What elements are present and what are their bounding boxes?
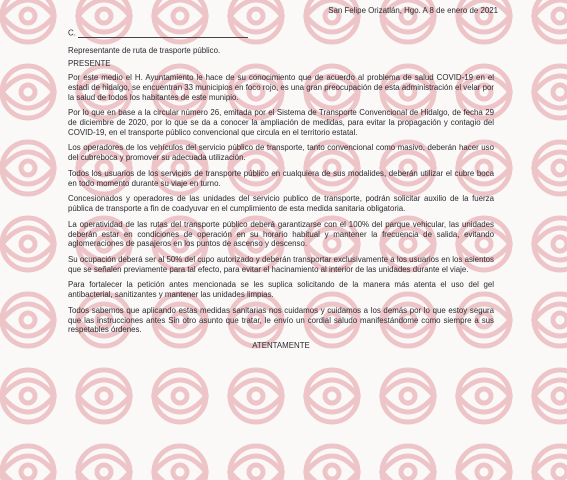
- paragraph-9: Todos sabemos que aplicando estas medidas sanitarias nos cuidamos y cuidamos a los demás por lo que estoy segura que las instrucciones antes Sin otro asunto que tratar, le envío un cordial saludo manifestándome como siempre a sus respetables órdenes.: [68, 305, 494, 335]
- paragraph-1: Por este medio el H. Ayuntamiento le hace de su conocimiento que de acuerdo al problema de salud COVID-19 en el estadi de hidalgo, se encuentran 33 municipios en foco rojo, es una gran preocupación de esta administración el velar por la salud de todos los habitantes de este munipio.: [68, 73, 494, 102]
- recipient: Representante de ruta de trasporte público.: [68, 45, 221, 55]
- paragraph-8: Para fortalecer la petición antes mencionada se les suplica solicitando de la manera más atenta el uso del gel antibacterial, sanitizantes y mantener las unidades limpias.: [68, 280, 494, 300]
- date-line: San Felipe Orizatlán, Hgo. A 8 de enero de 2021: [328, 6, 498, 15]
- paragraph-4: Todos los usuarios de los servicios de transporte público en cualquiera de sus modalides, deberán utilizar el cubre boca en todo momento durante su viaje en turno.: [68, 168, 494, 188]
- closing-atentamente: ATENTAMENTE: [252, 340, 310, 350]
- presente-heading: PRESENTE: [68, 59, 111, 69]
- paragraph-5: Concesionados y operadores de las unidades del servicio publico de transporte, podrán solicitar auxilio de la fuerza pública de transporte a fin de coadyuvar en el cumplimiento de esta medida sanitaria obligatoria.: [68, 194, 494, 214]
- paragraph-7: Su ocupación deberá ser al 50% del cupo autorizado y deberán transportar exclusivamente a los usuarios en los asientos que se señalen previamente para tal efecto, para evitar el hacinamiento al interior de las unidades durante el viaje.: [68, 254, 494, 274]
- addressee-blank: [78, 28, 248, 38]
- paragraph-6: La operatividad de las rutas del transporte público deberá garantizarse con el 100% del parque vehicular, las unidades deberán estar en condiciones de operación en su horario habitual y mantener la frecuencia de salida, evitando aglomeraciones de pasajeros en los puntos de ascenso y descenso.: [68, 219, 494, 249]
- addressee-line: [68, 28, 494, 38]
- paragraph-3: Los operadores de los vehículos del servicio público de transporte, tanto convencional como masivo, deberán hacer uso del cubreboca y promover su adecuada utilización.: [68, 143, 494, 163]
- paragraph-2: Por lo que en base a la circular número 26, emitada por el Sistema de Transporte Convencional de Hidalgo, de fecha 29 de diciembre de 2020, por lo que se da a conocer la ampliación de medidas, para evitar la propagación y contagio del COVID-19, en el transporte público convencional que circula en el territorio estatal.: [68, 108, 494, 137]
- addressee-prefix: C.: [68, 28, 76, 37]
- letter-document: [68, 6, 498, 351]
